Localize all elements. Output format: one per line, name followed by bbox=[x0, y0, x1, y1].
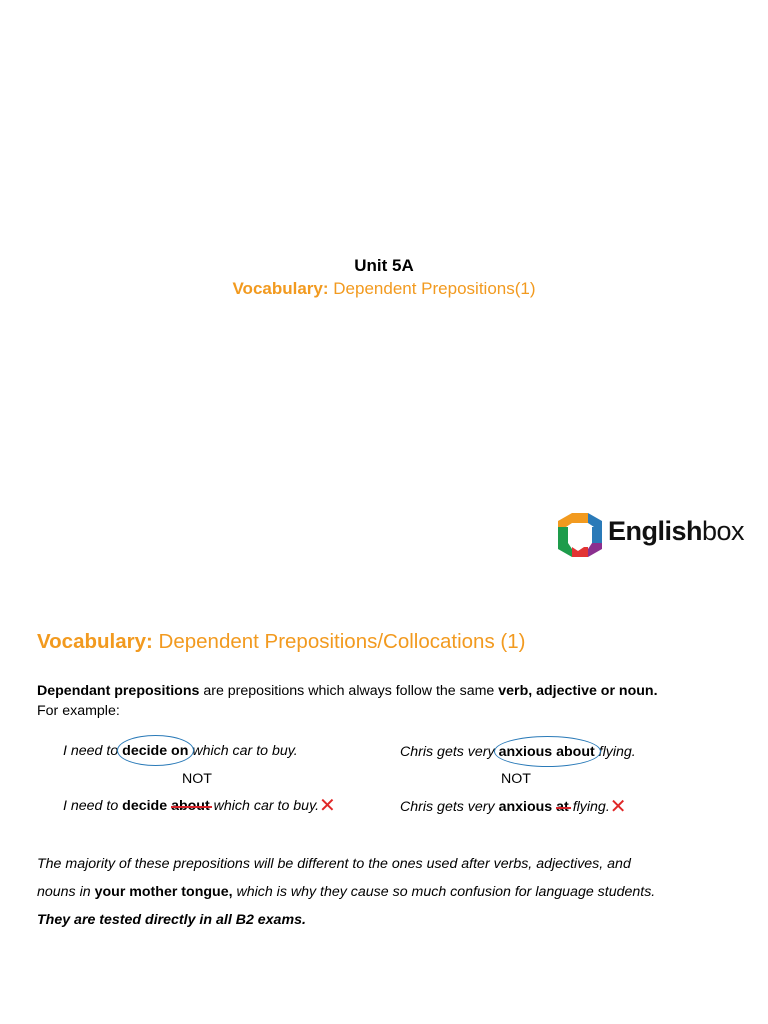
logo-wordmark: Englishbox bbox=[608, 516, 745, 546]
cross-icon: ✕ bbox=[319, 795, 336, 817]
section-heading bbox=[37, 628, 525, 656]
unit-title: Unit 5A bbox=[354, 256, 414, 275]
section-label: Vocabulary: bbox=[37, 630, 153, 653]
section-text: Dependent Prepositions/Collocations (1) bbox=[158, 630, 526, 653]
example-right-correct: Chris gets very anxious about flying. bbox=[400, 744, 636, 760]
struck-preposition: about bbox=[171, 798, 210, 814]
struck-preposition: at bbox=[556, 799, 569, 815]
subtitle-label: Vocabulary: bbox=[232, 279, 329, 298]
cross-icon: ✕ bbox=[609, 796, 627, 818]
subtitle bbox=[0, 278, 768, 300]
paragraph-line-2: nouns in your mother tongue, which is why they cause so much confusion for language students. bbox=[37, 884, 656, 900]
explanation-paragraph bbox=[37, 850, 737, 934]
not-label-right: NOT bbox=[501, 771, 531, 787]
not-label-left: NOT bbox=[182, 771, 212, 787]
englishbox-logo bbox=[558, 513, 758, 557]
subtitle-text: Dependent Prepositions(1) bbox=[333, 279, 536, 298]
logo-mark-icon bbox=[558, 513, 602, 557]
circled-phrase: anxious about bbox=[498, 744, 595, 760]
paragraph-line-3: They are tested directly in all B2 exams. bbox=[37, 912, 306, 928]
example-right-wrong: Chris gets very anxious at flying.✕ bbox=[400, 796, 627, 818]
title-block bbox=[0, 256, 768, 300]
intro-text: Dependant prepositions are prepositions which always follow the same verb, adjective or noun. For example: bbox=[37, 683, 658, 719]
example-left-correct: I need to decide on which car to buy. bbox=[63, 743, 298, 759]
example-left-wrong: I need to decide about which car to buy.✕ bbox=[63, 795, 336, 817]
paragraph-line-1: The majority of these prepositions will be different to the ones used after verbs, adjectives, and bbox=[37, 856, 631, 872]
circled-phrase: decide on bbox=[122, 743, 189, 759]
